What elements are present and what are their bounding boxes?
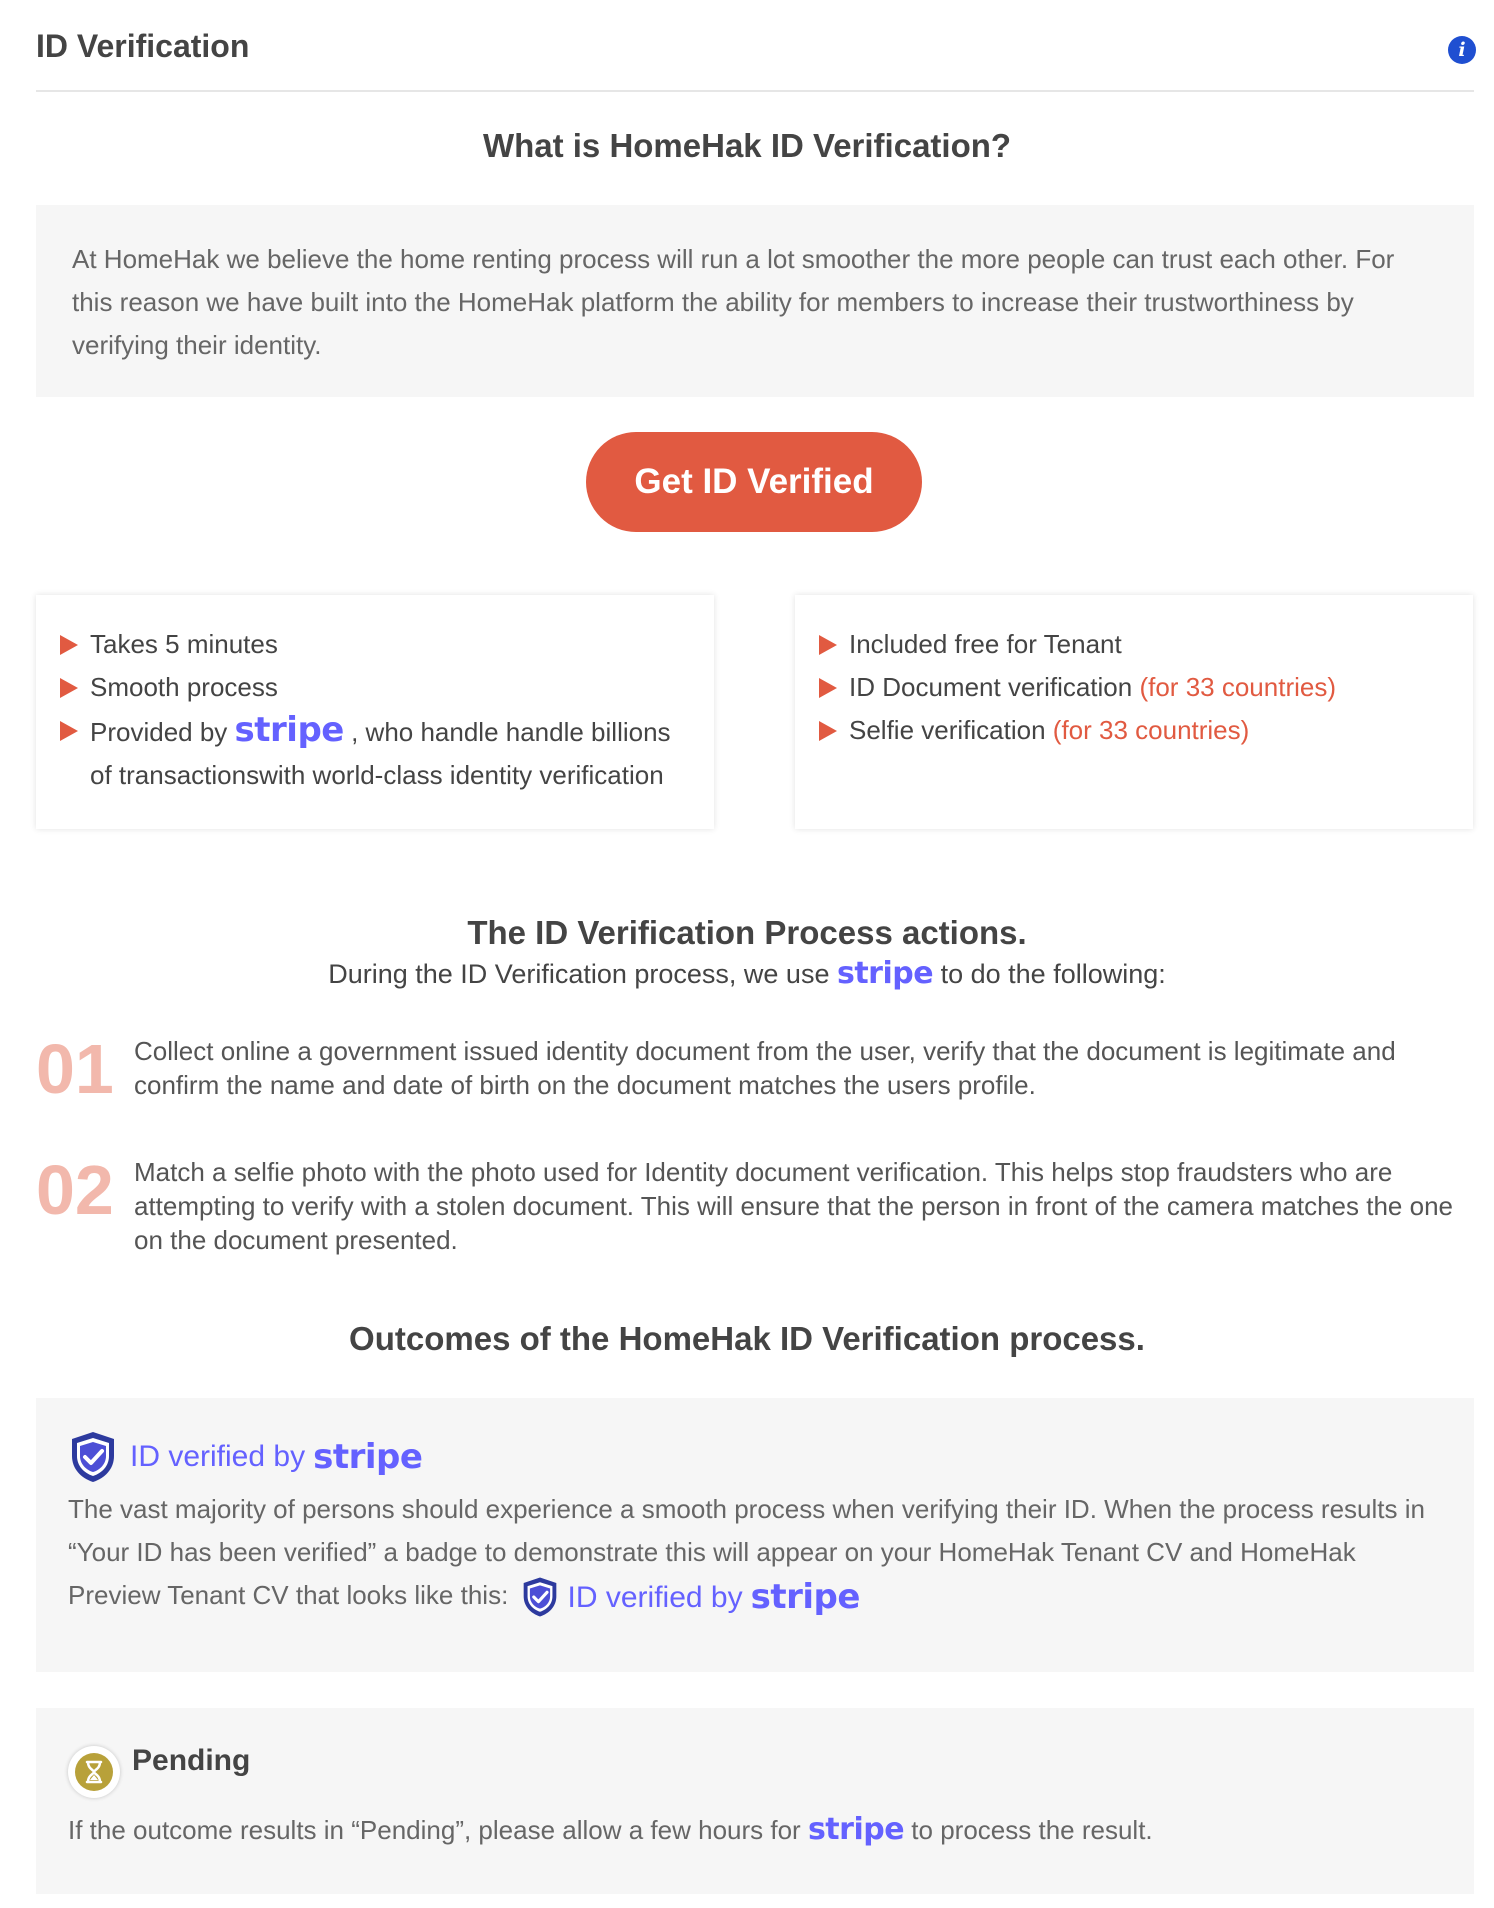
feature-item [60, 623, 688, 666]
arrow-right-icon [60, 721, 78, 741]
arrow-right-icon [60, 678, 78, 698]
feature-item [819, 709, 1447, 752]
feature-label: Smooth process [90, 672, 278, 702]
step-number: 02 [36, 1151, 114, 1229]
feature-label: , who handle handle billions of transactionswith world-class identity verification [90, 717, 671, 790]
process-step [36, 1151, 1476, 1265]
pending-description [68, 1808, 1448, 1852]
feature-item [60, 666, 688, 709]
verified-badge [68, 1430, 422, 1484]
pending-title: Pending [132, 1744, 251, 1777]
feature-note: (for 33 countries) [1139, 672, 1336, 702]
verified-badge-example [516, 1576, 860, 1619]
arrow-right-icon [819, 635, 837, 655]
feature-label: Included free for Tenant [849, 629, 1122, 659]
stripe-logo: stripe [836, 956, 934, 991]
stripe-logo: stripe [807, 1812, 905, 1847]
pending-body-suffix: to process the result. [911, 1815, 1153, 1845]
step-number: 01 [36, 1030, 114, 1108]
feature-item [60, 709, 688, 797]
hourglass-icon [68, 1746, 120, 1798]
process-subheading [0, 956, 1494, 991]
intro-box [36, 205, 1474, 397]
feature-item [819, 666, 1447, 709]
process-sub-prefix: During the ID Verification process, we use [328, 959, 830, 989]
pending-body-prefix: If the outcome results in “Pending”, please allow a few hours for [68, 1815, 801, 1845]
process-step [36, 1030, 1476, 1114]
step-text: Collect online a government issued identity document from the user, verify that the document is legitimate and confirm the name and date of birth on the document matches the users profile. [134, 1036, 1396, 1100]
process-heading: The ID Verification Process actions. [467, 914, 1027, 951]
badge-label: ID verified by [567, 1580, 743, 1614]
outcome-pending-box [36, 1708, 1474, 1894]
arrow-right-icon [819, 721, 837, 741]
verified-body: The vast majority of persons should experience a smooth process when verifying their ID. When the process results in “Your ID has been verified” a badge to demonstrate this will appear on your HomeHak Tenant CV and HomeHak Preview Tenant CV that looks like this: [68, 1494, 1425, 1610]
feature-label: Selfie verification [849, 715, 1046, 745]
verified-description [68, 1488, 1448, 1619]
intro-heading: What is HomeHak ID Verification? [482, 127, 1012, 164]
feature-label: ID Document verification [849, 672, 1133, 702]
outcomes-heading: Outcomes of the HomeHak ID Verification process. [349, 1320, 1145, 1357]
info-icon[interactable]: i [1448, 36, 1476, 64]
step-text: Match a selfie photo with the photo used for Identity document verification. This helps stop fraudsters who are attempting to verify with a stolen document. This will ensure that the person in front of the camera matches the one on the document presented. [134, 1157, 1453, 1255]
feature-note: (for 33 countries) [1052, 715, 1250, 745]
get-id-verified-button[interactable]: Get ID Verified [586, 432, 922, 532]
stripe-logo: stripe [234, 710, 344, 750]
stripe-logo: stripe [750, 1576, 860, 1617]
page-header [36, 22, 1474, 92]
features-card-right [795, 595, 1473, 829]
feature-label: Takes 5 minutes [90, 629, 278, 659]
shield-check-icon [520, 1576, 560, 1618]
process-sub-suffix: to do the following: [940, 959, 1166, 989]
shield-check-icon [68, 1430, 118, 1484]
page-title: ID Verification [36, 28, 250, 64]
features-card-left [36, 595, 714, 829]
arrow-right-icon [819, 678, 837, 698]
intro-text: At HomeHak we believe the home renting process will run a lot smoother the more people can trust each other. For this reason we have built into the HomeHak platform the ability for members to increase their trustworthiness by verifying their identity. [72, 244, 1395, 360]
feature-label: Provided by [90, 717, 228, 747]
stripe-logo: stripe [313, 1437, 423, 1477]
badge-label: ID verified by [130, 1440, 306, 1473]
arrow-right-icon [60, 635, 78, 655]
feature-item [819, 623, 1447, 666]
outcome-verified-box [36, 1398, 1474, 1672]
